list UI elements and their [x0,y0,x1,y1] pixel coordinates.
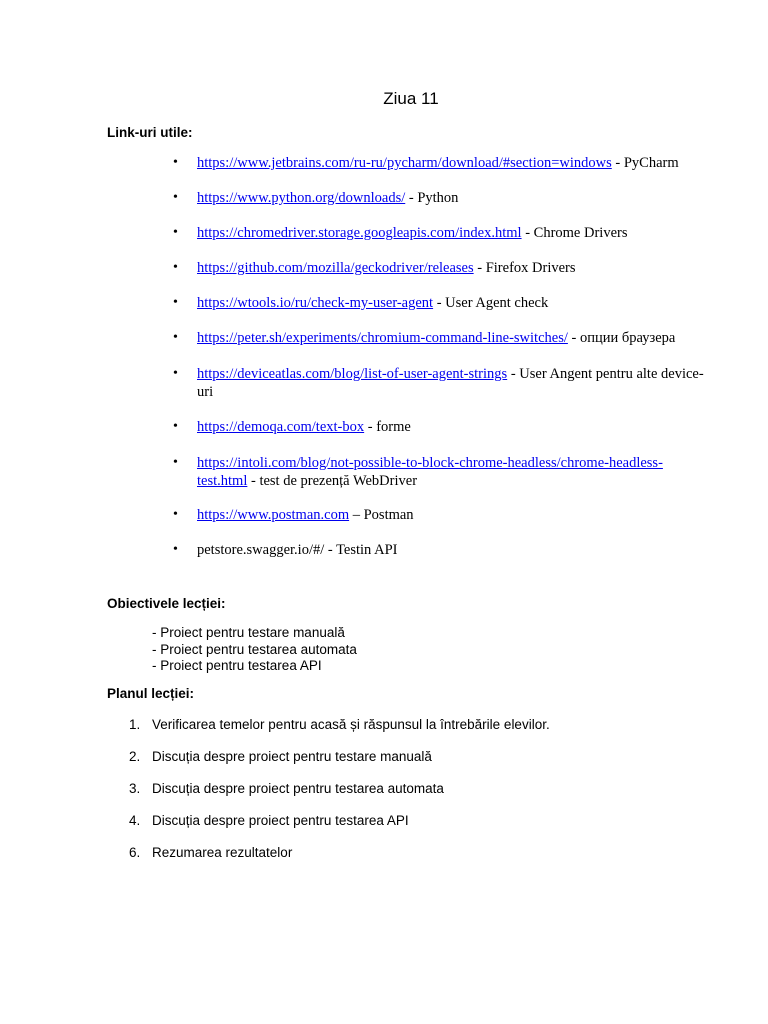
bullet-icon: • [173,507,178,522]
link-pycharm[interactable]: https://www.jetbrains.com/ru-ru/pycharm/download/#section=windows [197,155,612,171]
link-description: - опции браузера [567,330,676,346]
link-chromedriver[interactable]: https://chromedriver.storage.googleapis.com/index.html [197,225,522,241]
bullet-icon: • [173,330,178,345]
link-description: – Postman [349,507,414,523]
link-demoqa[interactable]: https://demoqa.com/text-box [197,419,365,435]
bullet-icon: • [173,260,178,275]
objective-item: - Proiect pentru testarea automata [152,641,357,657]
document-title: Ziua 11 [383,89,439,108]
link-description: - PyCharm [611,155,679,171]
link-description: - test de prezență WebDriver [247,472,418,489]
bullet-icon: • [173,155,178,170]
plan-number: 1. [129,717,141,732]
link-description: - Chrome Drivers [521,225,628,241]
objectives-heading: Obiectivele lecției: [107,596,226,611]
objective-item: - Proiect pentru testarea API [152,658,322,673]
list-item [173,225,705,243]
objective-item: - Proiect pentru testare manuală [152,625,345,640]
link-description: petstore.swagger.io/#/ - Testin API [197,542,398,558]
plan-number: 6. [129,845,141,860]
objectives-list [152,625,357,675]
bullet-icon: • [173,366,178,381]
list-item [173,507,705,525]
plan-heading: Planul lecției: [107,686,195,701]
link-description: - User Angent pentru alte device-uri [197,366,704,400]
list-item [173,455,705,490]
link-description: - User Agent check [433,295,549,311]
link-deviceatlas[interactable]: https://deviceatlas.com/blog/list-of-user-agent-strings [197,366,508,382]
list-item [173,190,705,208]
link-postman[interactable]: https://www.postman.com [197,507,350,523]
links-heading: Link-uri utile: [107,125,193,140]
list-item [173,542,705,560]
plan-number: 4. [129,813,141,828]
plan-number: 3. [129,781,141,796]
link-python[interactable]: https://www.python.org/downloads/ [197,190,406,206]
link-chromium-switches[interactable]: https://peter.sh/experiments/chromium-command-line-switches/ [197,330,568,346]
link-description: - forme [364,419,411,435]
plan-text: Rezumarea rezultatelor [152,845,293,860]
bullet-icon: • [173,419,178,434]
list-item [173,330,705,348]
plan-number: 2. [129,749,141,764]
bullet-icon: • [173,455,178,470]
link-intoli[interactable]: https://intoli.com/blog/not-possible-to-block-chrome-headless/chrome-headless-test.html [197,455,663,489]
link-geckodriver[interactable]: https://github.com/mozilla/geckodriver/releases [197,260,474,276]
link-description: - Python [405,190,459,206]
plan-text: Discuția despre proiect pentru testare manuală [152,749,432,764]
plan-text: Discuția despre proiect pentru testarea API [152,813,409,828]
list-item [173,295,705,313]
plan-text: Discuția despre proiect pentru testarea automata [152,781,444,796]
plan-text: Verificarea temelor pentru acasă și răspunsul la întrebările elevilor. [152,717,550,732]
bullet-icon: • [173,542,178,557]
bullet-icon: • [173,295,178,310]
list-item [173,260,705,278]
list-item [173,366,705,401]
link-description: - Firefox Drivers [473,260,576,276]
list-item [173,419,705,437]
bullet-icon: • [173,225,178,240]
list-item [173,155,705,173]
link-user-agent-check[interactable]: https://wtools.io/ru/check-my-user-agent [197,295,434,311]
bullet-icon: • [173,190,178,205]
